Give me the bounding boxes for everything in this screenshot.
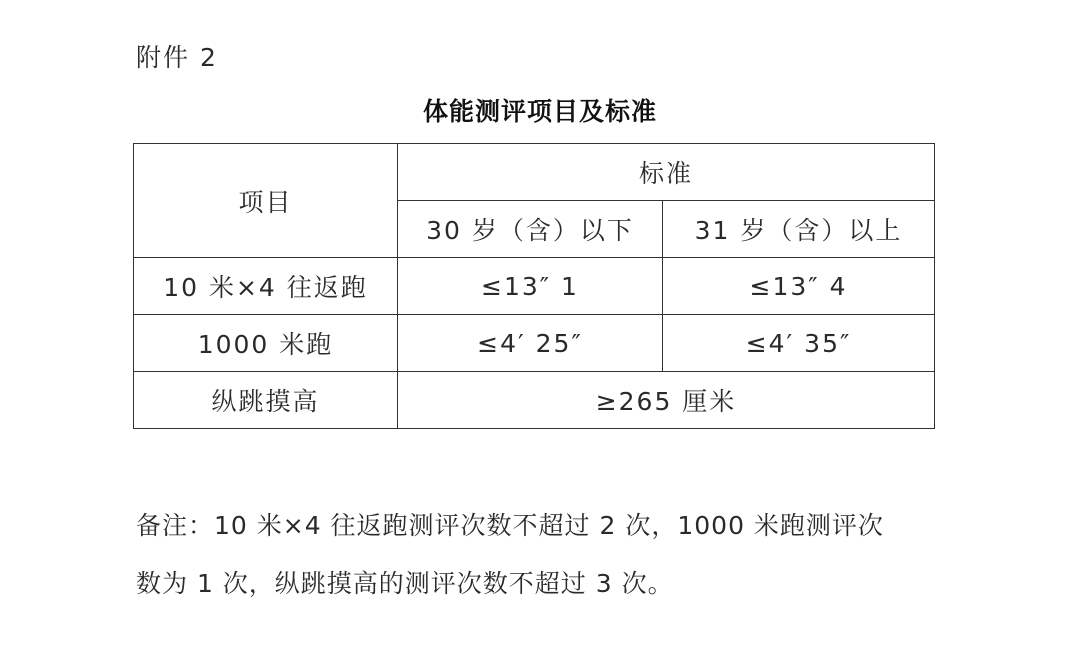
standard-under-30-cell: ≤13″ 1	[398, 258, 663, 315]
table-row	[134, 315, 935, 372]
standard-under-30-cell: ≤4′ 25″	[398, 315, 663, 372]
note-line: 备注：10 米×4 往返跑测评次数不超过 2 次，1000 米跑测评次	[136, 511, 884, 540]
standard-all-ages-cell: ≥265 厘米	[398, 372, 935, 429]
header-standard-cell: 标准	[398, 144, 935, 201]
header-item-cell: 项目	[134, 144, 398, 258]
item-cell: 纵跳摸高	[134, 372, 398, 429]
header-age-under-30: 30 岁（含）以下	[398, 201, 663, 258]
attachment-label: 附件 2	[136, 43, 218, 72]
standard-over-31-cell: ≤4′ 35″	[663, 315, 935, 372]
page-title: 体能测评项目及标准	[422, 97, 657, 126]
table-row	[134, 372, 935, 429]
item-cell: 1000 米跑	[134, 315, 398, 372]
item-cell: 10 米×4 往返跑	[134, 258, 398, 315]
header-age-over-31: 31 岁（含）以上	[663, 201, 935, 258]
note-line: 数为 1 次，纵跳摸高的测评次数不超过 3 次。	[136, 569, 674, 598]
standard-over-31-cell: ≤13″ 4	[663, 258, 935, 315]
note-text	[136, 497, 946, 613]
table-row	[134, 258, 935, 315]
table-header-row	[134, 144, 935, 201]
standards-table	[133, 143, 935, 429]
